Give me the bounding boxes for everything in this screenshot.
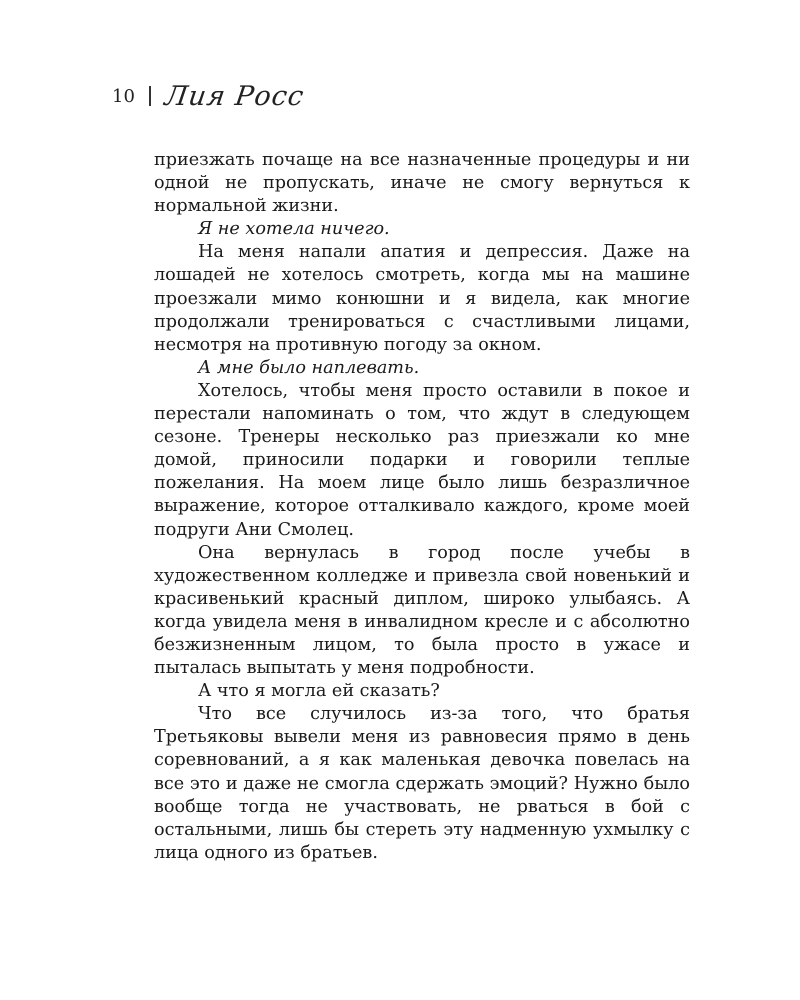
paragraph: На меня напали апатия и депрессия. Даже на лошадей не хотелось смотреть, когда мы на машине проезжали мимо конюшни и я видела, как многие продолжали тренироваться с счастливыми лицами, несмотря на противную погоду за окном. (154, 242, 690, 355)
paragraph: Она вернулась в город после учебы в художественном колледже и привезла свой новенький и красивенький красный диплом, широко улыбаясь. А когда увидела меня в инвалидном кресле и с абсолютно безжизненным лицом, то была просто в ужасе и пыталась выпытать у меня подробности. (154, 542, 690, 679)
paragraph: Что все случилось из-за того, что братья Третьяковы вывели меня из равновесия прямо в день соревнований, а я как маленькая девочка повелась на все это и даже не смогла сдержать эмоций? Нужно было вообще тогда не участвовать, не рваться в бой с остальными, лишь бы стереть эту надменную ухмылку с лица одного из братьев. (154, 704, 690, 863)
paragraph: Хотелось, чтобы меня просто оставили в покое и перестали напоминать о том, что ждут в следующем сезоне. Тренеры несколько раз приезжали ко мне домой, приносили подарки и говорили теплые пожелания. На моем лице было лишь безразличное выражение, которое отталкивало каждого, кроме моей подруги Ани Смолец. (154, 380, 690, 540)
page-number: 10 (112, 85, 135, 107)
paragraph: А что я могла ей сказать? (198, 681, 440, 702)
author-name: Лия Росс (162, 80, 307, 112)
body-text (154, 149, 690, 865)
header-separator (149, 86, 151, 106)
paragraph: приезжать почаще на все назначенные процедуры и ни одной не пропускать, иначе не смогу вернуться к нормальной жизни. (154, 150, 690, 217)
paragraph-italic: А мне было наплевать. (198, 357, 420, 378)
running-header (112, 76, 307, 116)
paragraph-italic: Я не хотела ничего. (198, 219, 390, 240)
